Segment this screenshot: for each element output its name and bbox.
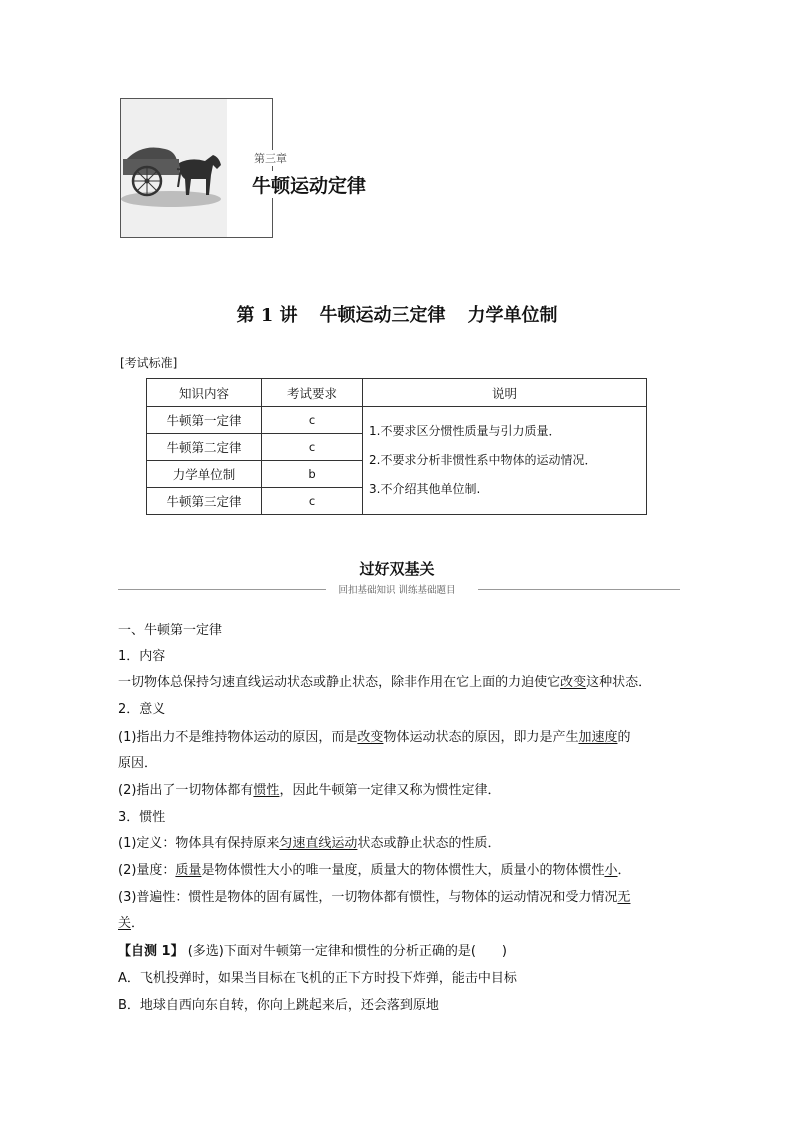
row-level: b xyxy=(262,461,363,488)
subheading-content: 1．内容 xyxy=(118,649,166,664)
self-test-question: 【自测 1】 (多选)下面对牛顿第一定律和惯性的分析正确的是( ) xyxy=(118,944,507,959)
row-level: c xyxy=(262,407,363,434)
subheading-inertia: 3．惯性 xyxy=(118,810,166,825)
note-line: 3.不介绍其他单位制. xyxy=(369,482,481,496)
exam-standards-label: [考试标准] xyxy=(120,356,178,370)
section-subtitle: 回扣基础知识 训练基础题目 xyxy=(0,582,794,596)
paragraph-inertia-universality-cont: 关． xyxy=(118,916,145,931)
header-topic: 知识内容 xyxy=(147,379,262,407)
chapter-label: 第三章 xyxy=(254,152,287,165)
chapter-title: 牛顿运动定律 xyxy=(252,171,366,198)
paragraph-content: 一切物体总保持匀速直线运动状态或静止状态，除非作用在它上面的力迫使它改变这种状态． xyxy=(118,675,652,690)
note-line: 1.不要求区分惯性质量与引力质量． xyxy=(369,424,561,438)
header-level: 考试要求 xyxy=(262,379,363,407)
lesson-number: 第 1 讲 xyxy=(236,305,298,326)
paragraph-inertia-definition: (1)定义：物体具有保持原来匀速直线运动状态或静止状态的性质． xyxy=(118,836,501,851)
heading-newton-first-law: 一、牛顿第一定律 xyxy=(118,623,223,638)
paragraph-inertia-universality: (3)普遍性：惯性是物体的固有属性，一切物体都有惯性，与物体的运动情况和受力情况无 xyxy=(118,890,631,905)
exam-standards-table xyxy=(146,378,647,515)
note-line: 2.不要求分析非惯性系中物体的运动情况． xyxy=(369,453,597,467)
header-notes: 说明 xyxy=(363,379,647,407)
notes-cell xyxy=(363,407,647,515)
lesson-subtopic: 力学单位制 xyxy=(467,305,558,326)
subheading-significance: 2．意义 xyxy=(118,702,166,717)
row-topic: 牛顿第三定律 xyxy=(147,488,262,515)
row-topic: 牛顿第一定律 xyxy=(147,407,262,434)
table-row xyxy=(147,407,647,434)
paragraph-significance-1: (1)指出力不是维持物体运动的原因，而是改变物体运动状态的原因，即力是产生加速度的 xyxy=(118,730,631,745)
section-title: 过好双基关 xyxy=(359,560,435,578)
lesson-title xyxy=(0,301,794,327)
self-test-label: 【自测 1】 xyxy=(118,944,184,959)
chapter-header-box xyxy=(120,98,273,238)
table-header-row xyxy=(147,379,647,407)
option-b: B．地球自西向东自转，你向上跳起来后，还会落到原地 xyxy=(118,998,439,1013)
horse-cart-illustration xyxy=(121,99,227,237)
row-topic: 力学单位制 xyxy=(147,461,262,488)
paragraph-inertia-measure: (2)量度：质量是物体惯性大小的唯一量度，质量大的物体惯性大，质量小的物体惯性小． xyxy=(118,863,631,878)
option-a: A．飞机投弹时，如果当目标在飞机的正下方时投下炸弹，能击中目标 xyxy=(118,971,517,986)
lesson-topic: 牛顿运动三定律 xyxy=(319,305,446,326)
row-level: c xyxy=(262,488,363,515)
row-level: c xyxy=(262,434,363,461)
paragraph-significance-2: (2)指出了一切物体都有惯性，因此牛顿第一定律又称为惯性定律． xyxy=(118,783,501,798)
paragraph-significance-1-cont: 原因． xyxy=(118,756,158,771)
row-topic: 牛顿第二定律 xyxy=(147,434,262,461)
